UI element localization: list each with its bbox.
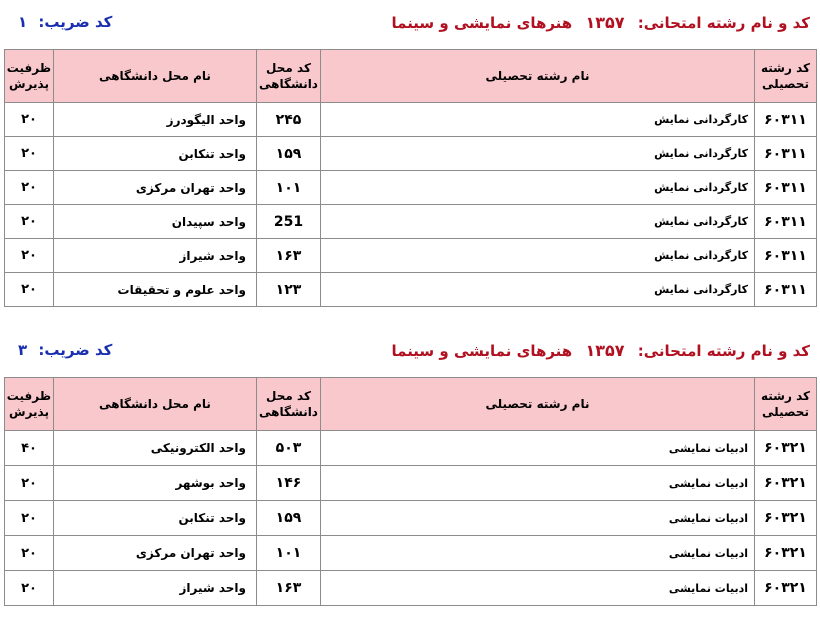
coefficient-value: ۱ <box>18 13 28 31</box>
capacity-cell: ۲۰ <box>5 536 54 571</box>
exam-code: ۱۳۵۷ <box>585 340 625 360</box>
field-name-cell: ادبیات نمایشی <box>321 501 755 536</box>
location-code-cell: ۲۴۵ <box>257 103 321 137</box>
section-header <box>4 8 816 36</box>
table-row <box>5 273 817 307</box>
table-row <box>5 239 817 273</box>
table-row <box>5 137 817 171</box>
location-code-cell: ۱۰۱ <box>257 171 321 205</box>
table-row <box>5 103 817 137</box>
field-code-cell: ۶۰۳۲۱ <box>755 536 817 571</box>
field-name-cell: کارگردانی نمایش <box>321 205 755 239</box>
capacity-cell: ۲۰ <box>5 466 54 501</box>
university-cell: واحد شیراز <box>54 571 257 606</box>
capacity-cell: ۲۰ <box>5 239 54 273</box>
table-header-row <box>5 50 817 103</box>
field-code-cell: ۶۰۳۱۱ <box>755 273 817 307</box>
location-code-cell: ۱۶۳ <box>257 571 321 606</box>
field-code-cell: ۶۰۳۲۱ <box>755 431 817 466</box>
university-cell: واحد علوم و تحقیقات <box>54 273 257 307</box>
exam-title <box>392 13 811 32</box>
coefficient-label: کد ضریب: <box>38 13 113 31</box>
capacity-cell: ۲۰ <box>5 273 54 307</box>
location-code-cell: ۱۴۶ <box>257 466 321 501</box>
table-row <box>5 205 817 239</box>
university-cell: واحد تنکابن <box>54 501 257 536</box>
field-code-cell: ۶۰۳۱۱ <box>755 103 817 137</box>
field-name-cell: کارگردانی نمایش <box>321 239 755 273</box>
field-name-cell: کارگردانی نمایش <box>321 103 755 137</box>
capacity-cell: ۲۰ <box>5 171 54 205</box>
field-name-cell: کارگردانی نمایش <box>321 273 755 307</box>
field-name-cell: ادبیات نمایشی <box>321 536 755 571</box>
field-name-cell: ادبیات نمایشی <box>321 431 755 466</box>
field-name-cell: کارگردانی نمایش <box>321 171 755 205</box>
coefficient-code <box>18 341 112 359</box>
capacity-cell: ۲۰ <box>5 205 54 239</box>
field-name-cell: ادبیات نمایشی <box>321 466 755 501</box>
header-location-code: کد محل دانشگاهی <box>257 378 321 431</box>
program-table <box>4 377 817 606</box>
university-cell: واحد تنکابن <box>54 137 257 171</box>
program-table <box>4 49 817 307</box>
location-code-cell: 251 <box>257 205 321 239</box>
table-row <box>5 466 817 501</box>
university-cell: واحد شیراز <box>54 239 257 273</box>
section-header <box>4 336 816 364</box>
header-field-name: نام رشته تحصیلی <box>321 378 755 431</box>
capacity-cell: ۲۰ <box>5 501 54 536</box>
location-code-cell: ۱۰۱ <box>257 536 321 571</box>
university-cell: واحد الیگودرز <box>54 103 257 137</box>
header-capacity: ظرفیت پذیرش <box>5 50 54 103</box>
exam-title-label: کد و نام رشته امتحانی: <box>637 13 810 32</box>
location-code-cell: ۱۲۳ <box>257 273 321 307</box>
location-code-cell: ۱۵۹ <box>257 501 321 536</box>
location-code-cell: ۱۵۹ <box>257 137 321 171</box>
field-code-cell: ۶۰۳۱۱ <box>755 137 817 171</box>
exam-name: هنرهای نمایشی و سینما <box>391 13 573 32</box>
field-code-cell: ۶۰۳۲۱ <box>755 501 817 536</box>
header-field-name: نام رشته تحصیلی <box>321 50 755 103</box>
exam-title-label: کد و نام رشته امتحانی: <box>637 341 810 360</box>
field-code-cell: ۶۰۳۲۱ <box>755 571 817 606</box>
field-name-cell: ادبیات نمایشی <box>321 571 755 606</box>
coefficient-value: ۳ <box>18 341 28 359</box>
location-code-cell: ۱۶۳ <box>257 239 321 273</box>
section-2 <box>4 336 816 606</box>
header-field-code: کد رشته تحصیلی <box>755 378 817 431</box>
field-code-cell: ۶۰۳۲۱ <box>755 466 817 501</box>
table-row <box>5 431 817 466</box>
table-row <box>5 536 817 571</box>
capacity-cell: ۲۰ <box>5 137 54 171</box>
university-cell: واحد الکترونیکی <box>54 431 257 466</box>
university-cell: واحد تهران مرکزی <box>54 536 257 571</box>
location-code-cell: ۵۰۳ <box>257 431 321 466</box>
header-university: نام محل دانشگاهی <box>54 50 257 103</box>
header-university: نام محل دانشگاهی <box>54 378 257 431</box>
coefficient-code <box>18 13 112 31</box>
exam-code: ۱۳۵۷ <box>585 12 625 32</box>
capacity-cell: ۴۰ <box>5 431 54 466</box>
header-location-code: کد محل دانشگاهی <box>257 50 321 103</box>
field-code-cell: ۶۰۳۱۱ <box>755 171 817 205</box>
university-cell: واحد بوشهر <box>54 466 257 501</box>
header-field-code: کد رشته تحصیلی <box>755 50 817 103</box>
capacity-cell: ۲۰ <box>5 103 54 137</box>
field-name-cell: کارگردانی نمایش <box>321 137 755 171</box>
header-capacity: ظرفیت پذیرش <box>5 378 54 431</box>
table-header-row <box>5 378 817 431</box>
section-1 <box>4 8 816 307</box>
coefficient-label: کد ضریب: <box>38 341 113 359</box>
field-code-cell: ۶۰۳۱۱ <box>755 239 817 273</box>
field-code-cell: ۶۰۳۱۱ <box>755 205 817 239</box>
university-cell: واحد سپیدان <box>54 205 257 239</box>
table-row <box>5 171 817 205</box>
exam-name: هنرهای نمایشی و سینما <box>391 341 573 360</box>
table-row <box>5 501 817 536</box>
university-cell: واحد تهران مرکزی <box>54 171 257 205</box>
capacity-cell: ۲۰ <box>5 571 54 606</box>
exam-title <box>392 341 811 360</box>
table-row <box>5 571 817 606</box>
